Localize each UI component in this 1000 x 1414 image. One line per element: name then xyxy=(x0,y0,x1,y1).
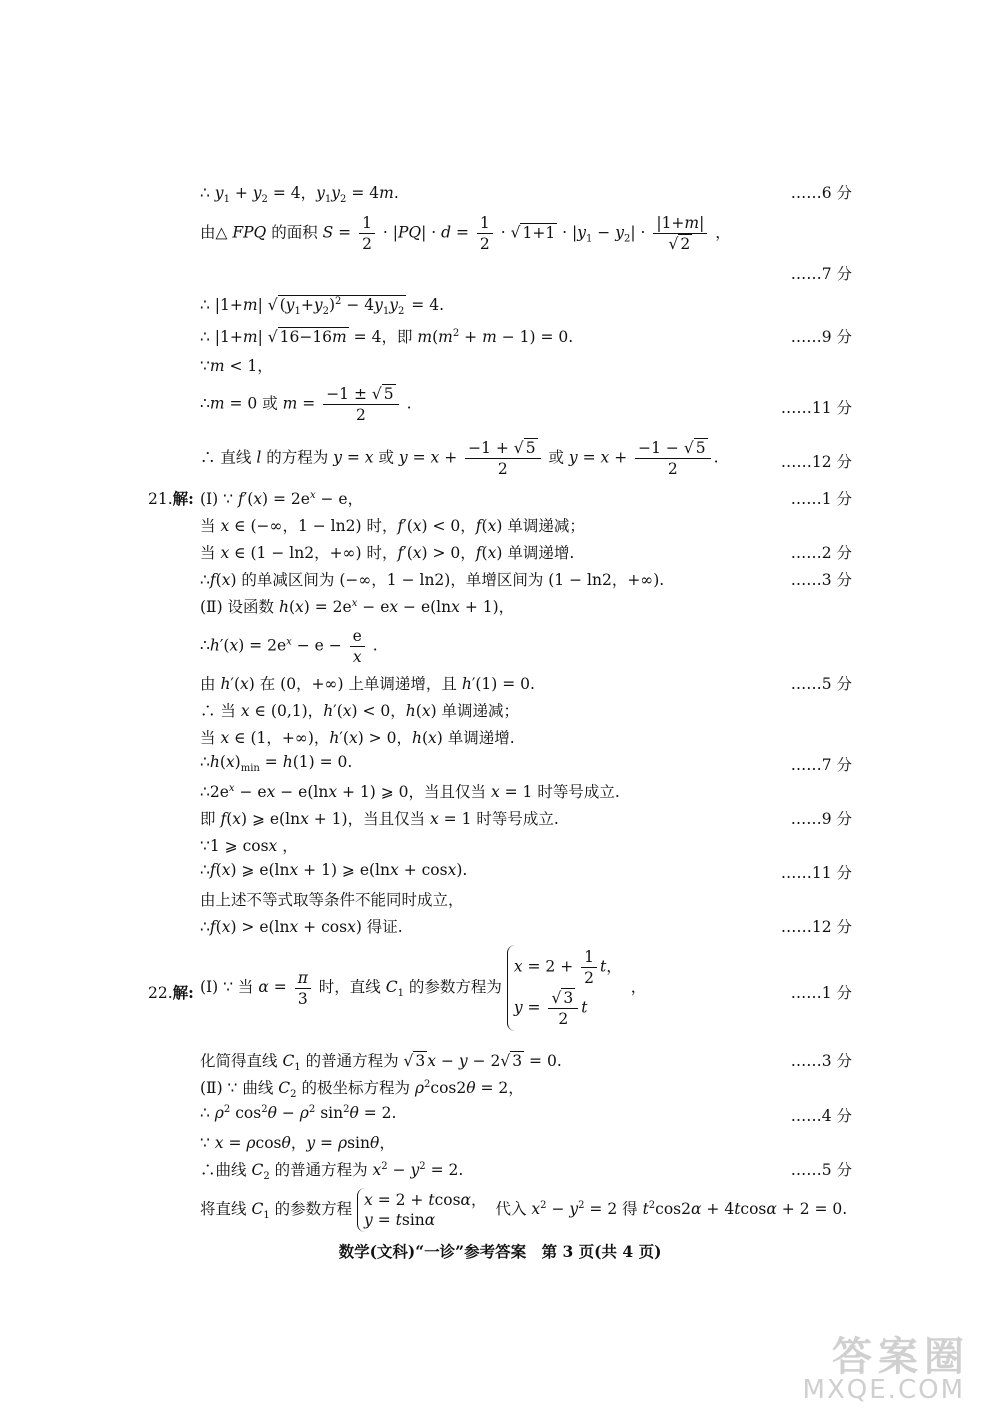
score-mark: ……3 分 xyxy=(790,571,852,589)
score-mark: ……9 分 xyxy=(790,810,852,828)
score-mark: ……11 分 xyxy=(780,864,852,882)
score-mark: ……12 分 xyxy=(780,453,852,471)
solution-line: (Ⅰ) ∵ $f'(x) = 2e^x - e$， xyxy=(200,489,364,508)
watermark-logo: 答案圈 xyxy=(832,1334,970,1380)
solution-line: 即 f(x) ⩾ e(lnx + 1)，当且仅当 x = 1 时等号成立. xyxy=(200,810,559,828)
solution-line: ∴ 直线 l 的方程为 y = x 或 y = x + $\frac{-1 + √ 5}{2}$ 或 y = x + $\frac{-1 - √ 5}{2}$ . xyxy=(200,439,719,478)
solution-line: ∴h′(x) = $2e^x - e$ − $\frac{e}{x}$ . xyxy=(200,627,378,666)
score-mark: ……5 分 xyxy=(790,675,852,693)
solution-line: ∴曲线 $C_2$ 的普通方程为 $x^2 - y^2 = 2$. xyxy=(200,1160,464,1183)
score-mark: ……11 分 xyxy=(780,399,852,417)
solution-line: (Ⅱ) 设函数 $h(x) = 2e^x$ − ex − e(lnx + 1)， xyxy=(200,597,515,616)
solution-line: ∵m < 1， xyxy=(200,357,273,375)
solution-line: 由△ FPQ 的面积 S = $\frac{1}{2}$ · |PQ| · d = $\frac{1}{2}$ · √ $1+1 \cdot |y_1 - y_2|$ · $\frac{|1+m|}{√ 2}$ ， xyxy=(200,214,731,253)
solution-line: ∴ 当 x ∈ (0,1)，h′(x) < 0，h(x) 单调递减； xyxy=(200,702,520,720)
solution-line: 化简得直线 $C_1$ 的普通方程为 √ 3 x − y − 2√ 3 = 0. xyxy=(200,1052,562,1074)
solution-line: (Ⅱ) ∵ 曲线 $C_2$ 的极坐标方程为 $\rho^2\cos 2\theta = 2$， xyxy=(200,1078,524,1101)
solution-line: 由上述不等式取等条件不能同时成立， xyxy=(200,891,464,909)
score-mark: ……6 分 xyxy=(790,184,852,202)
solution-line: ∴ |1+m| √ $(y_1+y_2)^2 - 4y_1y_2 = 4$. xyxy=(200,295,445,318)
solution-line: ∴m = 0 或 m = $\frac{-1 \pm √ 5}{2}$ . xyxy=(200,385,412,424)
solution-line: (Ⅰ) ∵ 当 α = $\frac{\pi}{3}$ 时，直线 $C_1$ 的参数方程为 x = 2 + $\frac{1}{2}$ t， y = $\frac{√ 3}{2}$ t ， xyxy=(200,945,850,1031)
score-mark: ……5 分 xyxy=(790,1161,852,1179)
solution-line: ∴f(x) > e(lnx + cosx) 得证. xyxy=(200,918,403,936)
solution-line: ∴ $y_1 + y_2 = 4$，$y_1y_2 = 4m$. xyxy=(200,184,399,206)
watermark-url: MXQE.COM xyxy=(802,1375,965,1405)
score-mark: ……2 分 xyxy=(790,544,852,562)
solution-line: 当 x ∈ (1 − ln2，+∞) 时，f′(x) > 0，f(x) 单调递增. xyxy=(200,544,575,562)
question-number: 22.解: xyxy=(148,983,194,1002)
score-mark: ……1 分 xyxy=(790,490,852,508)
solution-line: 由 h′(x) 在 (0，+∞) 上单调递增，且 h′(1) = 0. xyxy=(200,675,535,693)
solution-line: ∴f(x) 的单减区间为 (−∞，1 − ln2)，单增区间为 (1 − ln2，+∞). xyxy=(200,571,665,589)
score-mark: ……4 分 xyxy=(790,1107,852,1125)
solution-line: 当 x ∈ (1，+∞)，h′(x) > 0，h(x) 单调递增. xyxy=(200,729,515,747)
score-mark: ……12 分 xyxy=(780,918,852,936)
solution-line: ∴f(x) ⩾ e(lnx + 1) ⩾ e(lnx + cosx). xyxy=(200,861,468,879)
score-mark: ……7 分 xyxy=(790,265,852,283)
solution-line: ∴ $\rho^2$ $\cos^2\theta - \rho^2$ $\sin^2\theta = 2$. xyxy=(200,1103,397,1122)
score-mark: ……9 分 xyxy=(790,328,852,346)
solution-line: ∵1 ⩾ cosx ， xyxy=(200,837,298,855)
score-mark: ……3 分 xyxy=(790,1052,852,1070)
solution-line: 当 x ∈ (−∞，1 − ln2) 时，f′(x) < 0，f(x) 单调递减； xyxy=(200,517,585,535)
solution-line: ∵ x = ρcosθ，y = ρsinθ， xyxy=(200,1134,395,1152)
solution-line: ∴ |1+m| √ 16−16m = 4，即 $m(m^2 + m - 1) = 0$. xyxy=(200,327,574,346)
solution-line: $\therefore h(x)_{min} = h(1) = 0$. xyxy=(200,753,353,775)
question-number: 21.解: xyxy=(148,489,194,508)
solution-line: $\therefore 2e^x$ − ex − e(lnx + 1) ⩾ 0，当且仅当 x = 1 时等号成立. xyxy=(200,782,620,801)
solution-line: 将直线 $C_1$ 的参数方程 x = 2 + tcosα， y = tsinα 代入 $x^2 - y^2 = 2$ 得 $t^2\cos 2\alpha + 4tcos\alpha + 2 = 0$. xyxy=(200,1188,850,1232)
score-mark: ……1 分 xyxy=(790,984,852,1002)
page-footer: 数学(文科)“一诊”参考答案 第 3 页(共 4 页) xyxy=(338,1242,662,1261)
score-mark: ……7 分 xyxy=(790,756,852,774)
